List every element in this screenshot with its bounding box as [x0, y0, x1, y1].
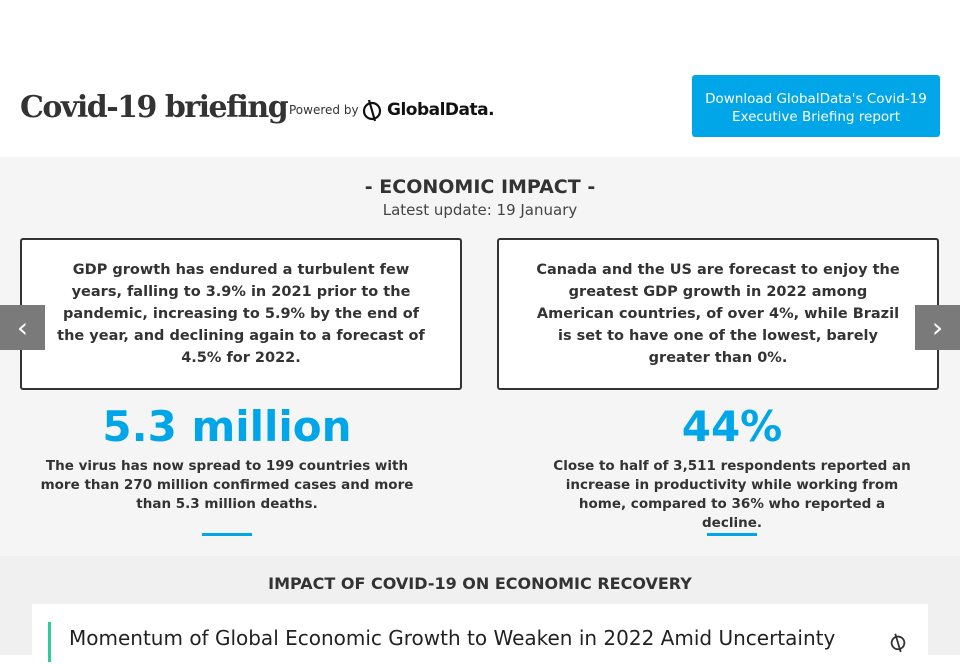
prev-arrow-button[interactable] [0, 305, 45, 350]
divider [707, 533, 757, 536]
next-arrow-button[interactable] [915, 305, 960, 350]
divider [202, 533, 252, 536]
chevron-left-icon: ‹ [16, 311, 29, 344]
section-title: - ECONOMIC IMPACT - [364, 176, 596, 198]
stat-value: 44% [681, 402, 783, 451]
stat-description: The virus has now spread to 199 countries with more than 270 million confirmed cases and more than 5.3 million deaths. [40, 458, 414, 512]
download-report-button[interactable]: Download GlobalData's Covid-19 Executive Briefing report [692, 75, 940, 137]
stat-description: Close to half of 3,511 respondents reported an increase in productivity while working from home, compared to 36% who reported a decline. [553, 458, 911, 531]
globaldata-icon [888, 630, 908, 654]
chevron-right-icon: › [931, 311, 944, 344]
recovery-title: IMPACT OF COVID-19 ON ECONOMIC RECOVERY [268, 574, 692, 593]
info-card: Canada and the US are forecast to enjoy the greatest GDP growth in 2022 among American countries, of over 4%, while Brazil is set to have one of the lowest, barely greater than 0%. [497, 238, 939, 390]
logo-text: GlobalData. [387, 100, 495, 120]
info-card: GDP growth has endured a turbulent few years, falling to 3.9% in 2021 prior to the pandemic, increasing to 5.9% by the end of the year, and declining again to a forecast of 4.5% for 2022. [20, 238, 462, 390]
section-subtitle: Latest update: 19 January [382, 201, 578, 219]
chart-title: Momentum of Global Economic Growth to Weaken in 2022 Amid Uncertainty [48, 622, 835, 662]
stat-value: 5.3 million [102, 402, 352, 451]
globaldata-logo-icon [361, 98, 383, 122]
page-title: Covid-19 briefing [20, 90, 288, 125]
globaldata-logo[interactable] [361, 98, 494, 122]
powered-by-label: Powered by [289, 103, 359, 117]
